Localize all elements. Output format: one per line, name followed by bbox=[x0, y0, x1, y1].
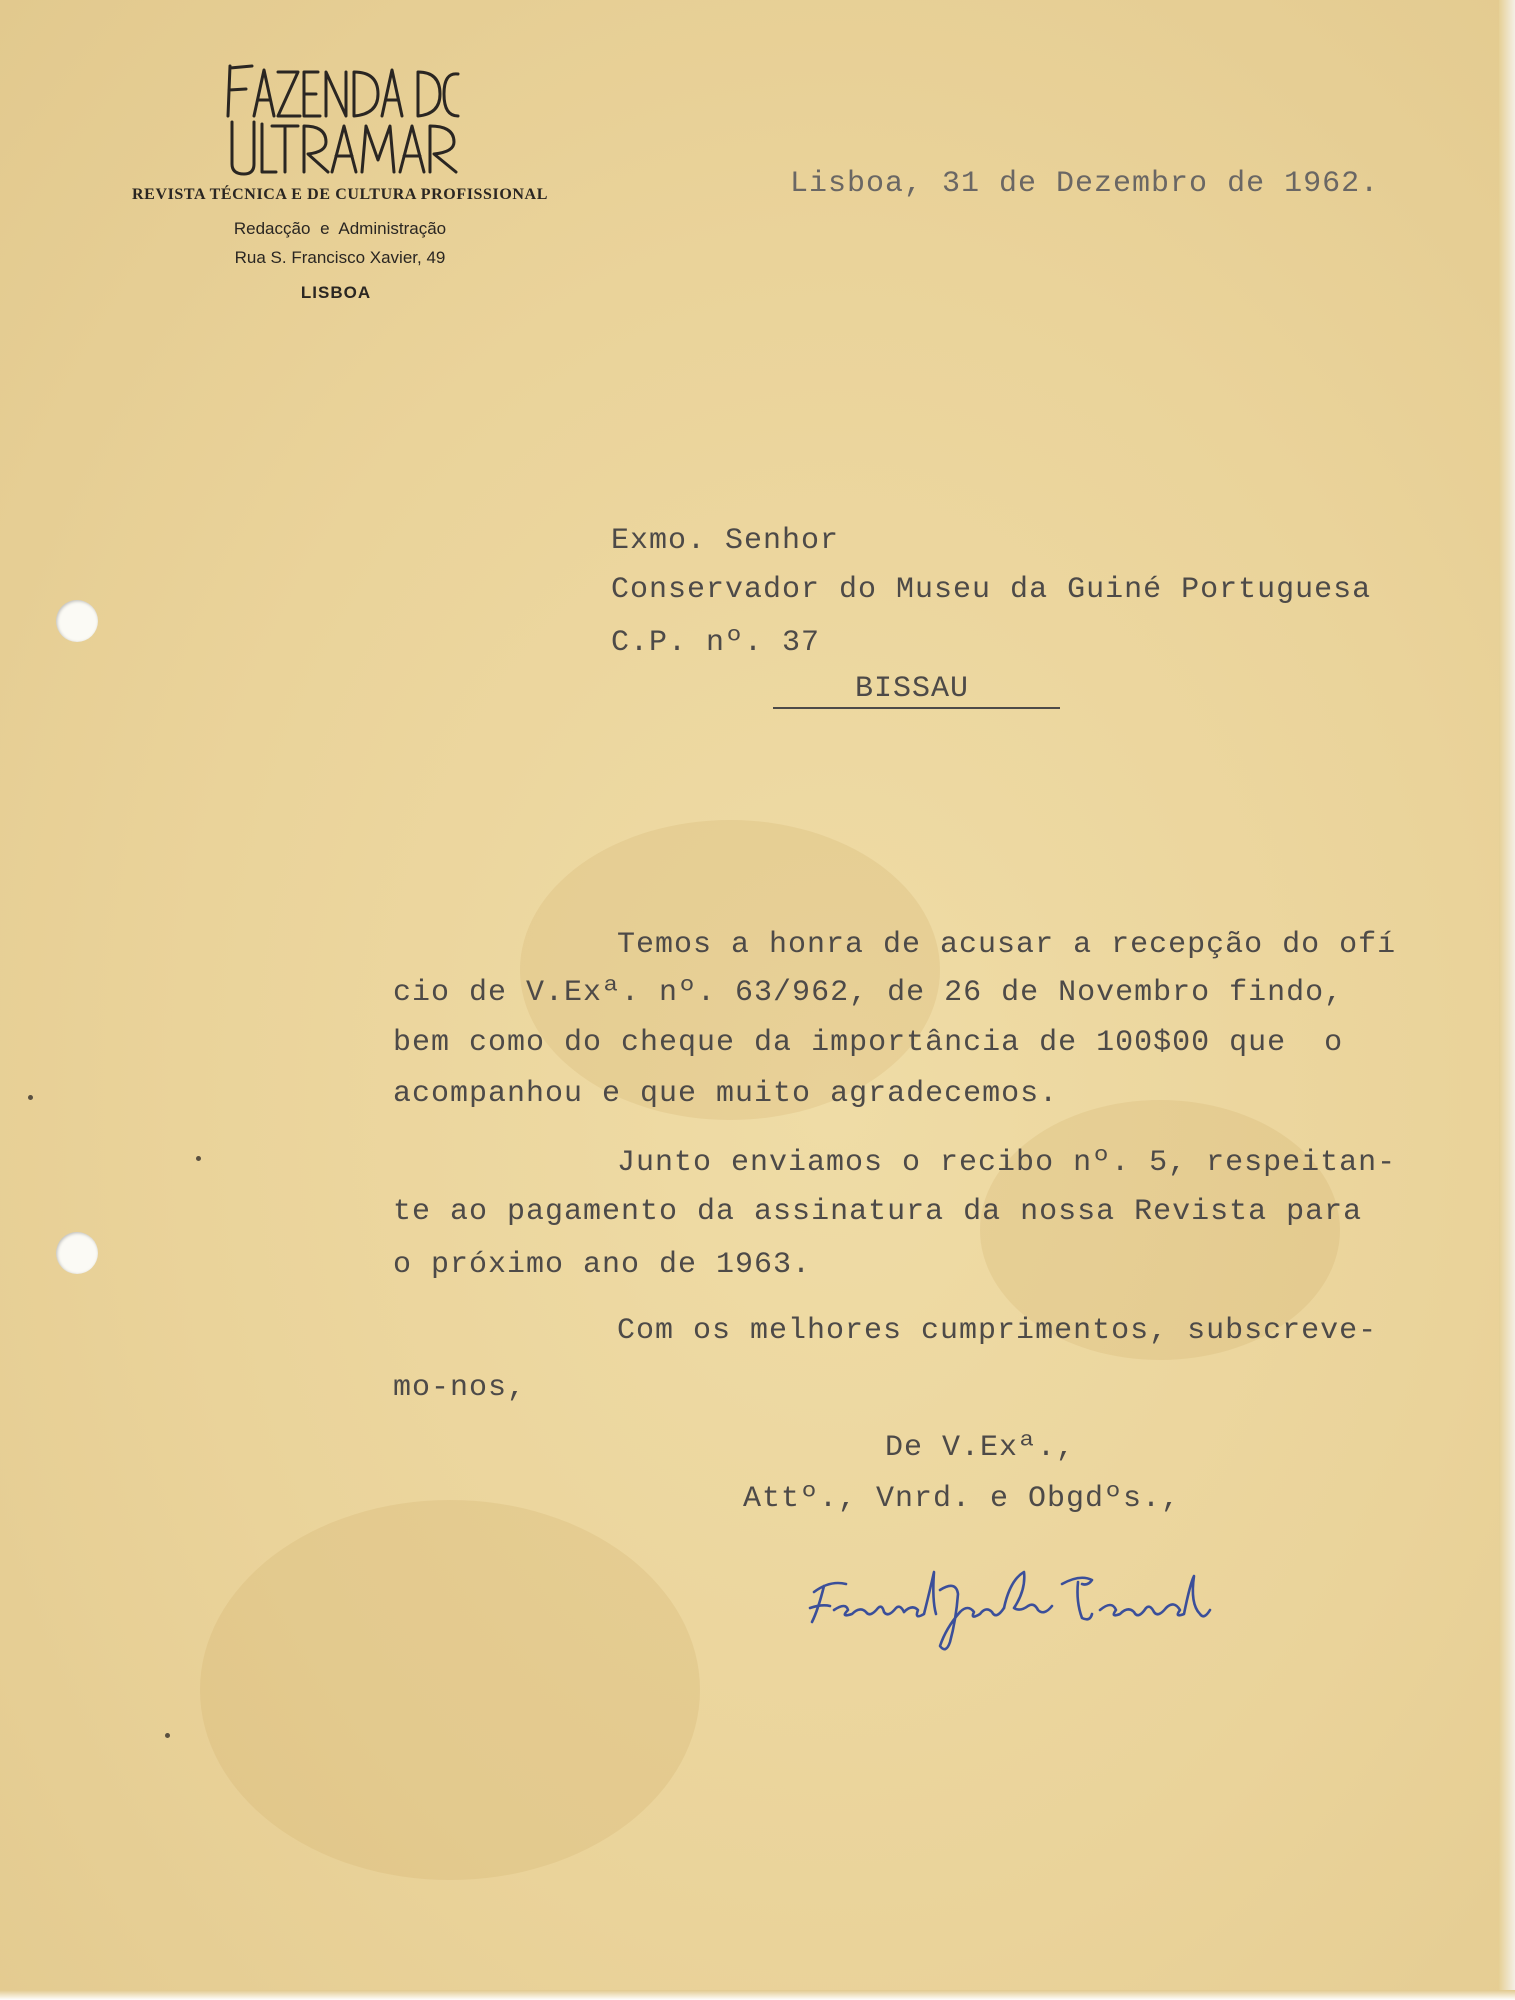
logo-lettering bbox=[222, 60, 462, 178]
recipient-city-underline bbox=[773, 707, 1060, 709]
body-line: Com os melhores cumprimentos, subscreve- bbox=[617, 1314, 1378, 1348]
closing-line: De V.Exª., bbox=[885, 1431, 1076, 1465]
recipient-postal-box: C.P. nº. 37 bbox=[611, 626, 821, 660]
paper-stain bbox=[520, 820, 940, 1120]
closing-line: Attº., Vnrd. e Obgdºs., bbox=[743, 1482, 1181, 1516]
body-line: Temos a honra de acusar a recepção do ofí bbox=[617, 928, 1397, 962]
letterhead-department: Redacção e Administração bbox=[233, 219, 447, 238]
punch-hole-bottom bbox=[56, 1232, 98, 1274]
body-line: Junto enviamos o recibo nº. 5, respeitan- bbox=[617, 1146, 1397, 1180]
page-bottom-edge bbox=[0, 1990, 1515, 2000]
body-line: o próximo ano de 1963. bbox=[393, 1248, 812, 1282]
letterhead-street: Rua S. Francisco Xavier, 49 bbox=[234, 248, 446, 267]
recipient-title: Conservador do Museu da Guiné Portuguesa bbox=[611, 573, 1372, 607]
body-line: bem como do cheque da importância de 100$00 que o bbox=[393, 1026, 1344, 1060]
punch-hole-top bbox=[56, 600, 98, 642]
ink-speck bbox=[28, 1095, 33, 1100]
page-edge bbox=[1499, 0, 1515, 2000]
body-line: te ao pagamento da assinatura da nossa Revista para bbox=[393, 1195, 1363, 1229]
letter-date: Lisboa, 31 de Dezembro de 1962. bbox=[790, 167, 1380, 201]
body-line: mo-nos, bbox=[393, 1371, 527, 1405]
signature-scribble bbox=[800, 1550, 1220, 1660]
ink-speck bbox=[165, 1733, 170, 1738]
fazenda-do-ultramar-logo bbox=[222, 60, 462, 178]
body-line: cio de V.Exª. nº. 63/962, de 26 de Novembro findo, bbox=[393, 976, 1344, 1010]
body-line: acompanhou e que muito agradecemos. bbox=[393, 1077, 1059, 1111]
paper-stain bbox=[200, 1500, 700, 1880]
letterhead-city: LISBOA bbox=[300, 283, 372, 302]
handwritten-signature bbox=[800, 1550, 1220, 1660]
letterhead-tagline: REVISTA TÉCNICA E DE CULTURA PROFISSIONAL bbox=[132, 186, 548, 203]
recipient-city: BISSAU bbox=[855, 672, 970, 706]
recipient-salutation: Exmo. Senhor bbox=[611, 524, 840, 558]
ink-speck bbox=[196, 1156, 201, 1161]
